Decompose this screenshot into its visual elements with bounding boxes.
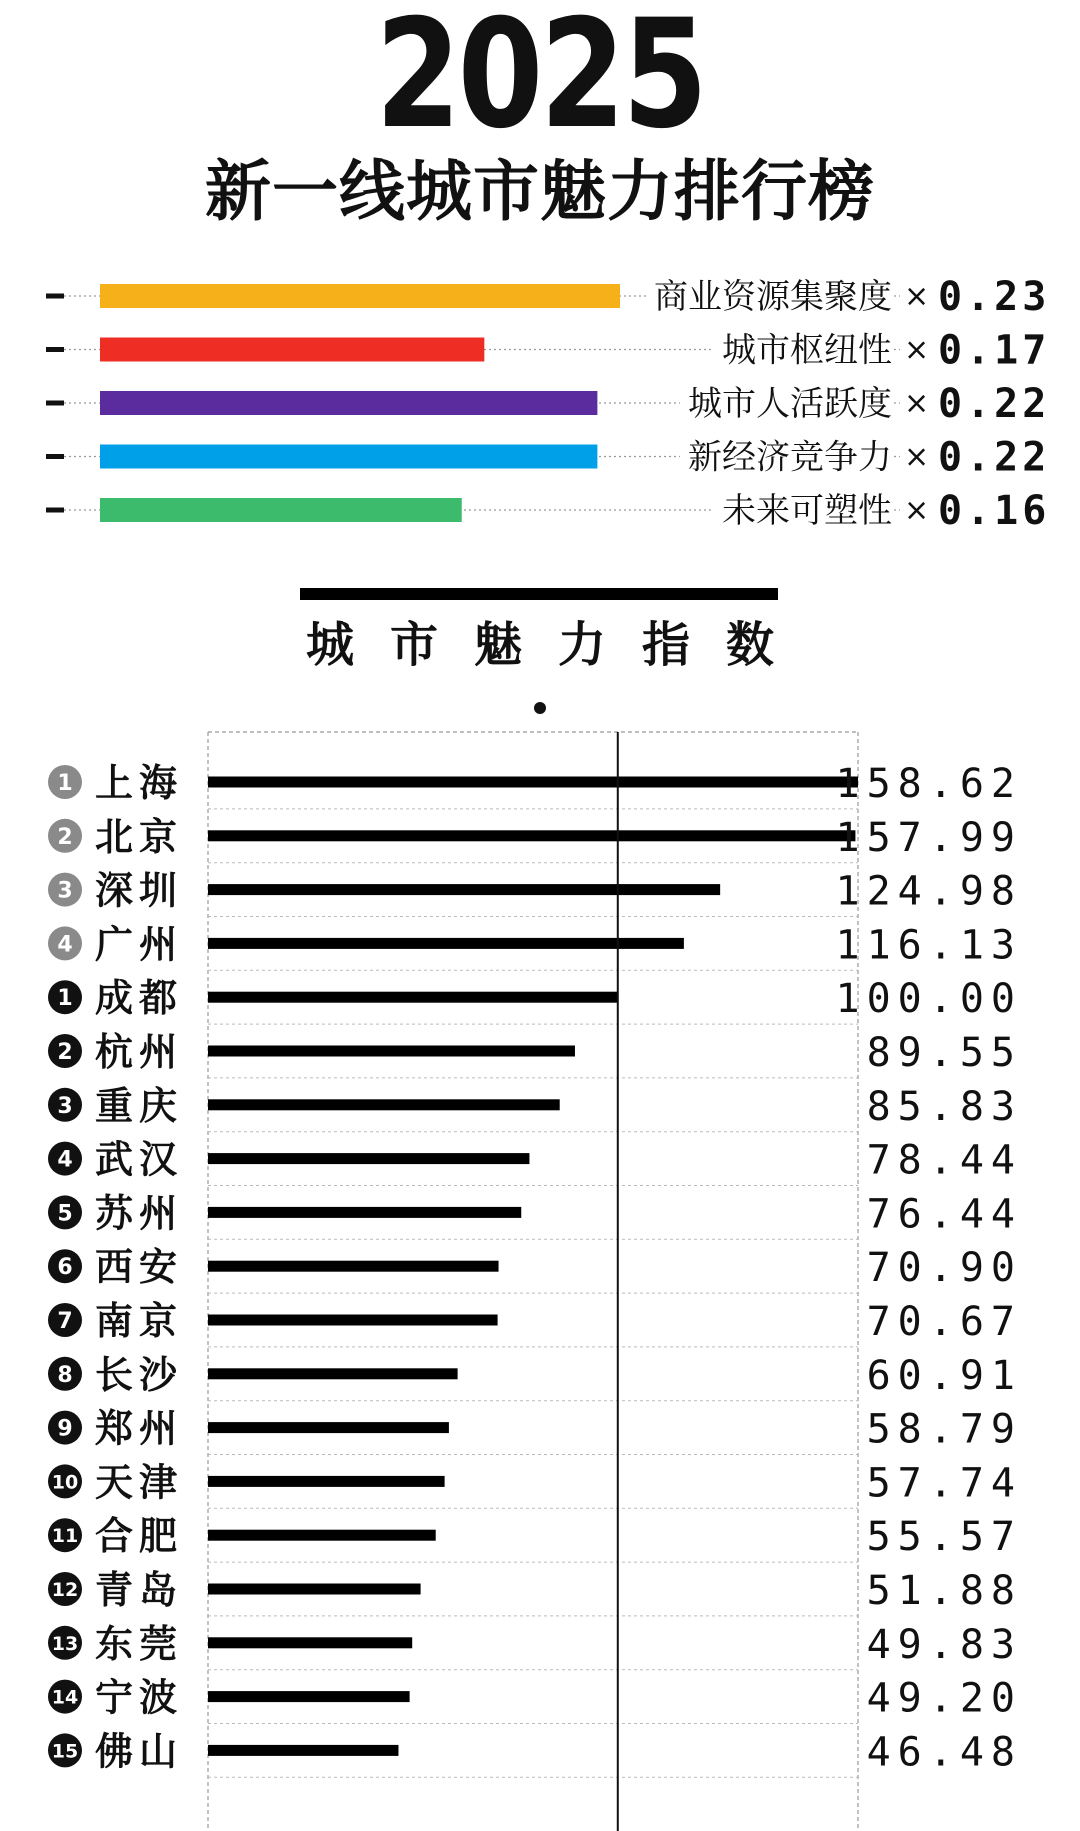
weight-value-2: 0.22: [938, 381, 1051, 427]
weight-multiplier-2: ×: [904, 386, 930, 421]
value-label: 116.13: [835, 922, 1022, 969]
city-label: 郑州: [95, 1406, 184, 1451]
weight-label-2: 城市人活跃度: [688, 384, 892, 424]
value-label: 89.55: [866, 1030, 1022, 1076]
bar-杭州: [208, 1046, 575, 1057]
weight-multiplier-4: ×: [904, 493, 930, 528]
weight-label-4: 未来可塑性: [722, 491, 892, 531]
decorative-dot: [534, 702, 546, 714]
city-label: 武汉: [95, 1137, 184, 1182]
ranking-chart: [0, 730, 1080, 1831]
bar-宁波: [208, 1691, 410, 1702]
value-label: 60.91: [866, 1352, 1022, 1399]
rank-badge-number: 15: [51, 1740, 79, 1763]
value-label: 78.44: [866, 1137, 1022, 1184]
rank-badge-number: 8: [57, 1362, 73, 1388]
value-label: 49.83: [866, 1621, 1022, 1668]
city-label: 南京: [95, 1299, 184, 1343]
title-year: 2025: [375, 0, 705, 162]
weight-tick-3: [46, 454, 64, 459]
bar-重庆: [208, 1099, 560, 1110]
city-label: 青岛: [95, 1568, 184, 1612]
weight-bar-1: [100, 338, 484, 362]
city-label: 深圳: [95, 868, 184, 913]
weight-value-1: 0.17: [938, 327, 1051, 374]
bar-苏州: [208, 1207, 521, 1218]
bar-上海: [208, 777, 858, 788]
value-label: 70.67: [866, 1299, 1022, 1345]
city-label: 西安: [95, 1245, 184, 1290]
rank-badge-number: 12: [51, 1579, 79, 1601]
weight-tick-2: [46, 401, 64, 406]
rank-badge-number: 3: [57, 1093, 73, 1119]
weight-multiplier-3: ×: [904, 439, 930, 475]
rank-badge-number: 1: [57, 986, 73, 1012]
value-label: 85.83: [866, 1083, 1022, 1130]
weight-label-3: 新经济竞争力: [688, 437, 892, 478]
bar-武汉: [208, 1153, 529, 1164]
weight-value-4: 0.16: [938, 488, 1051, 534]
value-label: 157.99: [835, 814, 1022, 861]
city-label: 上海: [95, 761, 184, 805]
rank-badge-number: 4: [57, 932, 73, 958]
bar-南京: [208, 1315, 498, 1326]
rank-badge-number: 2: [57, 1040, 73, 1065]
rank-badge-number: 6: [57, 1255, 73, 1281]
weight-value-3: 0.22: [938, 434, 1051, 481]
bar-东莞: [208, 1637, 412, 1648]
city-label: 宁波: [95, 1675, 184, 1720]
bar-成都: [208, 992, 618, 1003]
value-label: 46.48: [866, 1729, 1022, 1776]
rank-badge-number: 13: [51, 1632, 79, 1655]
bar-合肥: [208, 1530, 436, 1541]
weights-legend: [0, 270, 1080, 540]
value-label: 51.88: [866, 1568, 1022, 1614]
city-label: 广州: [95, 922, 184, 967]
value-label: 124.98: [835, 868, 1022, 915]
divider-bar: [300, 588, 778, 600]
weight-value-0: 0.23: [938, 274, 1051, 320]
weight-bar-4: [100, 498, 462, 522]
rank-badge-number: 9: [57, 1416, 73, 1442]
bar-深圳: [208, 884, 720, 895]
rank-badge-number: 14: [51, 1686, 79, 1709]
rank-badge-number: 3: [57, 878, 73, 904]
city-label: 重庆: [95, 1083, 184, 1128]
value-label: 49.20: [866, 1675, 1022, 1722]
city-label: 长沙: [95, 1352, 184, 1397]
city-label: 北京: [95, 814, 184, 859]
page-title: 新一线城市魅力排行榜: [205, 153, 875, 230]
weight-label-0: 商业资源集聚度: [654, 277, 892, 317]
bar-广州: [208, 938, 684, 949]
weight-tick-4: [46, 508, 64, 513]
city-label: 合肥: [95, 1514, 184, 1559]
rank-badge-number: 5: [57, 1201, 73, 1227]
value-label: 70.90: [866, 1245, 1022, 1292]
rank-badge-number: 2: [57, 824, 73, 850]
bar-郑州: [208, 1422, 449, 1433]
city-label: 成都: [95, 976, 184, 1021]
weight-label-1: 城市枢纽性: [722, 330, 892, 371]
weight-multiplier-0: ×: [904, 279, 930, 314]
weight-tick-0: [46, 294, 64, 299]
bar-青岛: [208, 1584, 421, 1595]
city-label: 杭州: [95, 1030, 184, 1074]
rank-badge-number: 1: [57, 771, 73, 796]
bar-西安: [208, 1261, 499, 1272]
rank-badge-number: 11: [51, 1525, 79, 1548]
weight-tick-1: [46, 347, 64, 352]
value-label: 100.00: [835, 976, 1022, 1023]
chart-title: 城市魅力指数: [305, 617, 810, 673]
value-label: 158.62: [835, 761, 1022, 807]
weight-bar-2: [100, 391, 597, 415]
weight-bar-0: [100, 284, 620, 308]
rank-badge-number: 7: [57, 1309, 73, 1334]
bar-长沙: [208, 1368, 458, 1379]
bar-佛山: [208, 1745, 398, 1756]
weight-multiplier-1: ×: [904, 332, 930, 368]
bar-天津: [208, 1476, 445, 1487]
value-label: 55.57: [866, 1514, 1022, 1561]
city-label: 天津: [95, 1460, 184, 1505]
weight-bar-3: [100, 445, 597, 469]
rank-badge-number: 4: [57, 1147, 73, 1173]
value-label: 57.74: [866, 1460, 1022, 1507]
bar-北京: [208, 830, 855, 841]
value-label: 76.44: [866, 1191, 1022, 1238]
city-label: 佛山: [95, 1729, 184, 1774]
city-label: 苏州: [95, 1191, 184, 1236]
value-label: 58.79: [866, 1406, 1022, 1453]
city-label: 东莞: [95, 1621, 184, 1666]
rank-badge-number: 10: [51, 1471, 79, 1494]
